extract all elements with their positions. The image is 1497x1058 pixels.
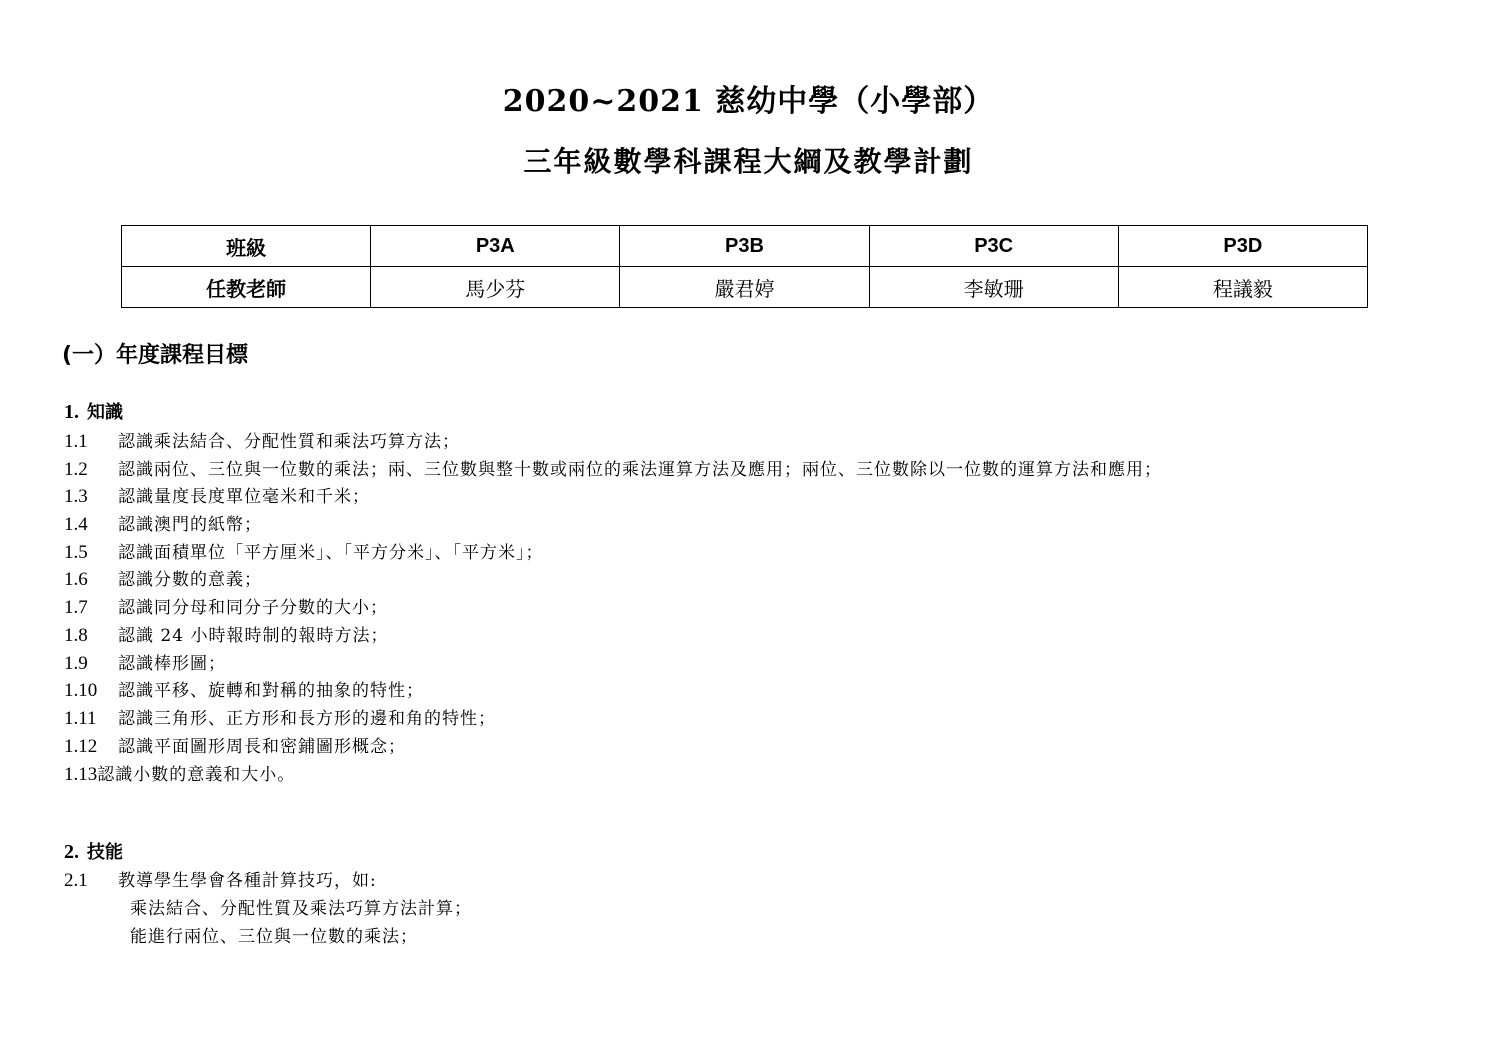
item-number: 1.12	[64, 736, 98, 757]
knowledge-label: 知識	[87, 402, 123, 423]
knowledge-number: 1.	[64, 401, 79, 423]
sub-list-item: 乘法結合、分配性質及乘法巧算方法計算；	[130, 899, 472, 919]
item-text: 認識分數的意義；	[118, 570, 262, 590]
item-text: 認識澳門的紙幣；	[118, 515, 262, 535]
item-text: 認識乘法結合、分配性質和乘法巧算方法；	[118, 432, 460, 452]
class-cell: P3B	[620, 226, 869, 267]
list-item	[64, 760, 295, 786]
item-number: 1.8	[64, 625, 88, 646]
skills-number: 2.	[64, 841, 79, 863]
sub-list-item: 能進行兩位、三位與一位數的乘法；	[130, 927, 418, 947]
list-item	[64, 866, 377, 892]
list-item	[64, 649, 226, 675]
item-number: 1.5	[64, 542, 88, 563]
item-number: 2.1	[64, 870, 88, 891]
list-item	[64, 704, 496, 730]
teacher-cell: 李敏珊	[869, 267, 1118, 308]
skills-heading	[64, 838, 123, 864]
item-text: 認識 24 小時報時制的報時方法；	[118, 626, 389, 646]
item-text: 認識量度長度單位毫米和千米；	[118, 487, 370, 507]
document-subtitle: 三年級數學科課程大綱及教學計劃	[523, 145, 974, 178]
teacher-label-cell: 任教老師	[122, 267, 371, 308]
list-item	[64, 565, 262, 591]
item-text: 認識面積單位「平方厘米」、「平方分米」、「平方米」；	[118, 543, 544, 563]
list-item	[64, 621, 388, 647]
list-item	[64, 427, 460, 453]
section-heading: (一）年度課程目標	[62, 343, 249, 368]
item-number: 1.1	[64, 431, 88, 452]
item-number: 1.4	[64, 514, 88, 535]
item-text: 認識同分母和同分子分數的大小；	[118, 598, 388, 618]
item-text: 認識平面圖形周長和密鋪圖形概念；	[118, 737, 406, 757]
class-label-cell: 班級	[122, 226, 371, 267]
item-text: 認識小數的意義和大小。	[97, 765, 296, 785]
item-number: 1.9	[64, 653, 88, 674]
document-title: 2020~2021 慈幼中學（小學部）	[502, 84, 995, 119]
item-number: 1.6	[64, 569, 88, 590]
class-teacher-table	[121, 225, 1368, 308]
table-row	[122, 267, 1368, 308]
list-item	[64, 455, 1162, 481]
item-text: 認識棒形圖；	[118, 654, 226, 674]
item-text: 認識三角形、正方形和長方形的邊和角的特性；	[118, 709, 496, 729]
item-number: 1.10	[64, 680, 98, 701]
class-cell: P3C	[869, 226, 1118, 267]
teacher-cell: 嚴君婷	[620, 267, 869, 308]
table-row	[122, 226, 1368, 267]
list-item	[64, 482, 370, 508]
class-cell: P3D	[1118, 226, 1367, 267]
item-number: 1.2	[64, 459, 88, 480]
item-number: 1.13	[64, 764, 98, 785]
item-text: 認識平移、旋轉和對稱的抽象的特性；	[118, 681, 424, 701]
item-number: 1.3	[64, 486, 88, 507]
skills-label: 技能	[87, 842, 123, 863]
item-text: 教導學生學會各種計算技巧，如:	[118, 871, 377, 891]
list-item	[64, 538, 544, 564]
item-number: 1.7	[64, 597, 88, 618]
class-cell: P3A	[371, 226, 620, 267]
item-number: 1.11	[64, 708, 97, 729]
list-item	[64, 676, 424, 702]
list-item	[64, 510, 262, 536]
item-text: 認識兩位、三位與一位數的乘法；兩、三位數與整十數或兩位的乘法運算方法及應用；兩位、三位數除以一位數的運算方法和應用；	[118, 460, 1162, 480]
teacher-cell: 馬少芬	[371, 267, 620, 308]
list-item	[64, 593, 388, 619]
list-item	[64, 732, 406, 758]
teacher-cell: 程議毅	[1118, 267, 1367, 308]
knowledge-heading	[64, 398, 123, 424]
